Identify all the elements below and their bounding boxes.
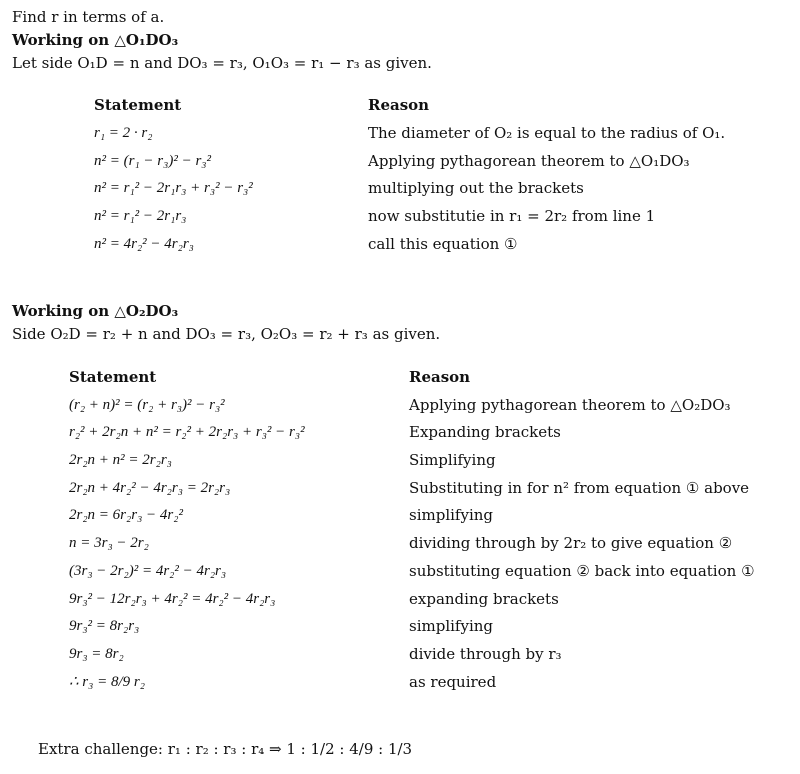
table1-reason: multiplying out the brackets [368,179,584,197]
table2-statement: 9r₃² = 8r₂r₃ [69,618,140,634]
table2-statement: 9r₃² − 12r₂r₃ + 4r₂² = 4r₂² − 4r₂r₃ [69,591,276,607]
working2-heading: Working on △O₂DO₃ [12,302,179,320]
table2-reason: as required [409,673,497,691]
table1-statement: n² = (r₁ − r₃)² − r₃² [94,153,212,169]
table2-statement: 2r₂n + 4r₂² − 4r₂r₃ = 2r₂r₃ [69,480,231,496]
table1-reason: Applying pythagorean theorem to △O₁DO₃ [368,152,690,170]
table2-statement: 9r₃ = 8r₂ [69,646,124,662]
table2-statement: ∴ r₃ = 8/9 r₂ [69,674,145,690]
table1-reason: The diameter of O₂ is equal to the radius of O₁. [368,124,726,142]
table2-statement: (r₂ + n)² = (r₂ + r₃)² − r₃² [69,397,225,413]
table2-statement: 2r₂n = 6r₂r₃ − 4r₂² [69,507,183,523]
table1-statement: n² = 4r₂² − 4r₂r₃ [94,236,194,252]
table1-statement: n² = r₁² − 2r₁r₃ [94,208,187,224]
table2-statement: r₂² + 2r₂n + n² = r₂² + 2r₂r₃ + r₃² − r₃² [69,424,305,440]
working1-given: Let side O₁D = n and DO₃ = r₃, O₁O₃ = r₁ − r₃ as given. [12,54,432,72]
table2-reason: Expanding brackets [409,423,561,441]
table1-header-reason: Reason [368,96,430,114]
working2-given: Side O₂D = r₂ + n and DO₃ = r₃, O₂O₃ = r₂ + r₃ as given. [12,325,441,343]
table2-reason: Applying pythagorean theorem to △O₂DO₃ [409,396,731,414]
table2-reason: Substituting in for n² from equation ① above [409,479,750,497]
table2-reason: Simplifying [409,451,496,469]
table2-statement: n = 3r₃ − 2r₂ [69,535,149,551]
table1-header-statement: Statement [94,96,182,114]
table1-statement: r₁ = 2 · r₂ [94,125,153,141]
table2-header-statement: Statement [69,368,157,386]
table2-statement: 2r₂n + n² = 2r₂r₃ [69,452,172,468]
table2-reason: divide through by r₃ [409,645,562,663]
table1-reason: now substitutie in r₁ = 2r₂ from line 1 [368,207,656,225]
extra-challenge: Extra challenge: r₁ : r₂ : r₃ : r₄ ⇒ 1 : 1/2 : 4/9 : 1/3 [38,740,413,758]
working1-heading: Working on △O₁DO₃ [12,31,179,49]
table2-reason: simplifying [409,617,494,635]
table1-reason: call this equation ① [368,235,518,253]
task-text: Find r in terms of a. [12,8,165,26]
table2-reason: simplifying [409,506,494,524]
table2-reason: dividing through by 2r₂ to give equation ② [409,534,733,552]
table2-header-reason: Reason [409,368,471,386]
table2-reason: expanding brackets [409,590,559,608]
table2-statement: (3r₃ − 2r₂)² = 4r₂² − 4r₂r₃ [69,563,227,579]
table2-reason: substituting equation ② back into equation ① [409,562,755,580]
table1-statement: n² = r₁² − 2r₁r₃ + r₃² − r₃² [94,180,253,196]
